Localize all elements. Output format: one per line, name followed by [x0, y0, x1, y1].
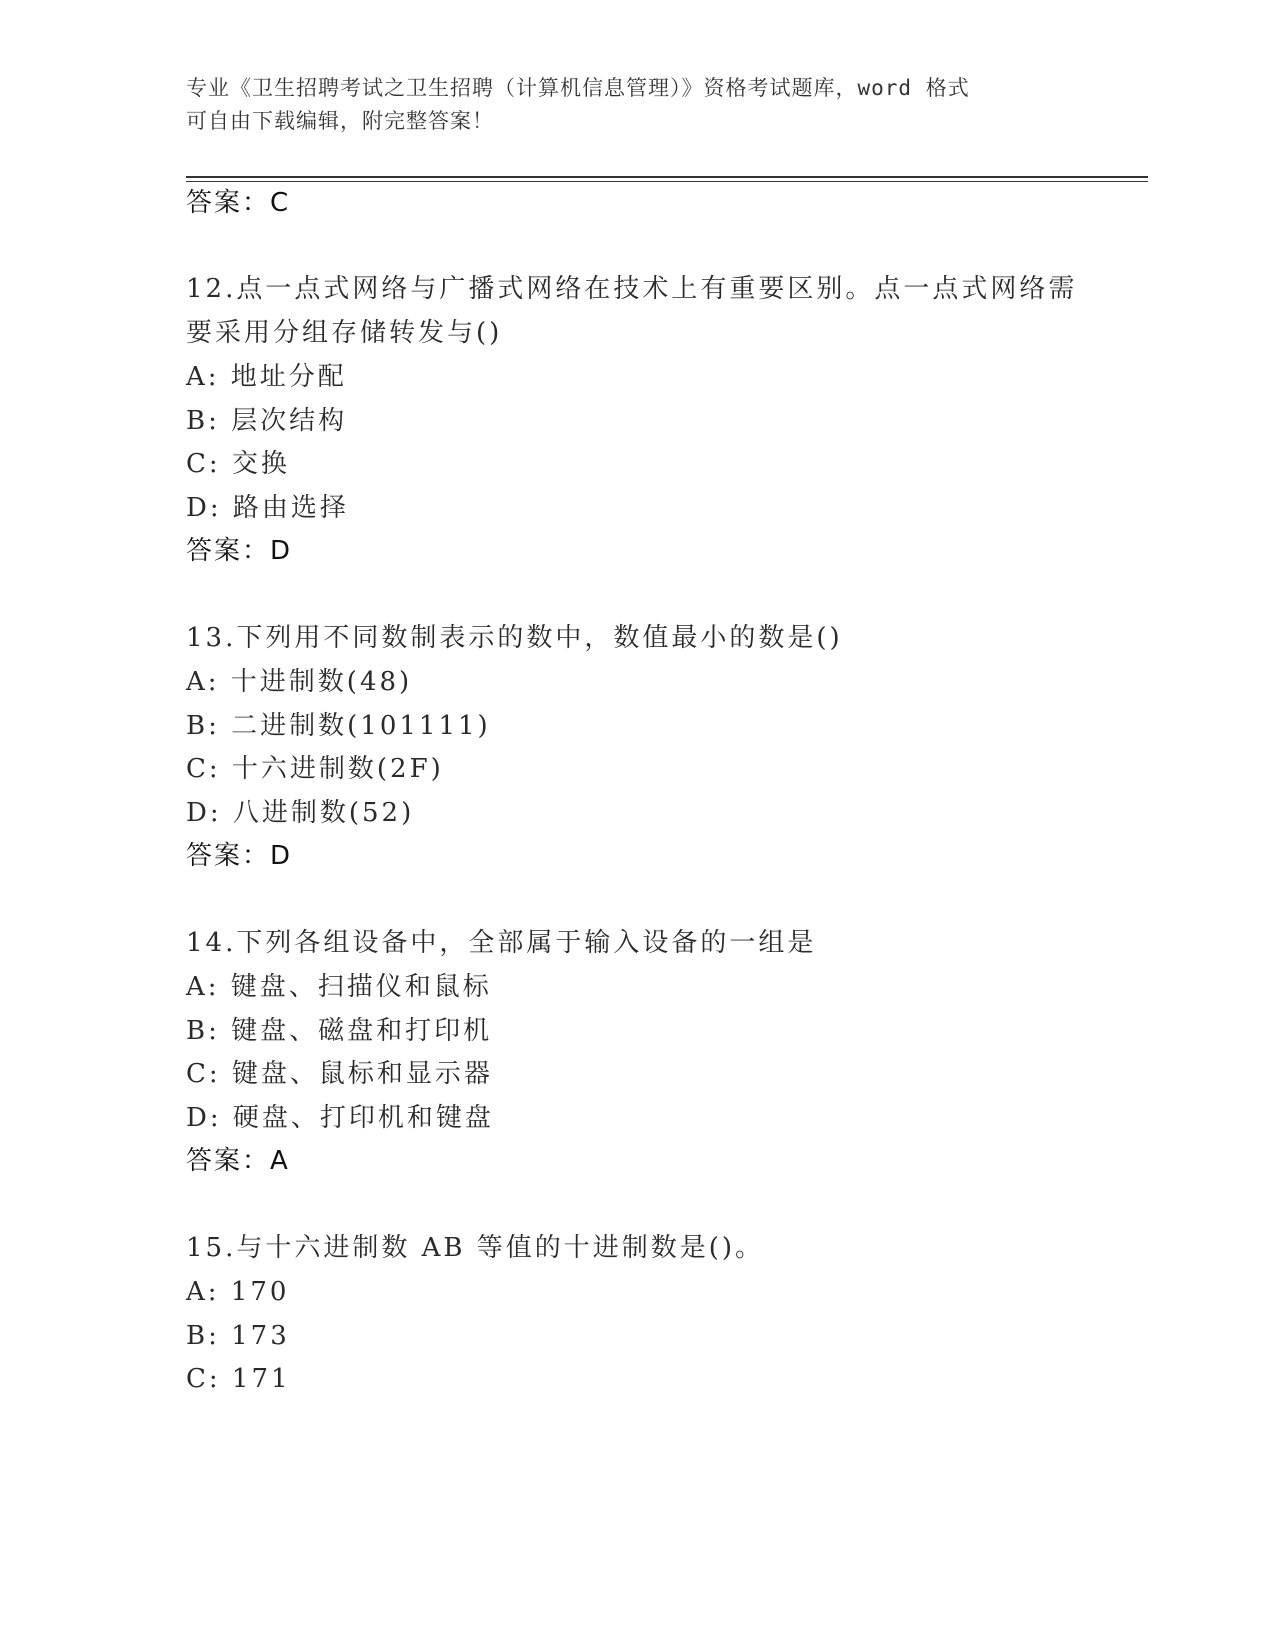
question-13-option-a: A: 十进制数(48) — [186, 667, 413, 697]
question-13-option-d: D: 八进制数(52) — [186, 798, 415, 828]
question-15-option-a: A: 170 — [186, 1277, 290, 1307]
question-14-stem: 14.下列各组设备中，全部属于输入设备的一组是 — [186, 928, 817, 958]
header-line-2: 可自由下载编辑，附完整答案！ — [186, 109, 494, 133]
question-14-option-b: B: 键盘、磁盘和打印机 — [186, 1016, 493, 1046]
question-12-stem-line-1: 12.点一点式网络与广播式网络在技术上有重要区别。点一点式网络需 — [186, 274, 1078, 304]
question-12-answer: 答案：D — [186, 536, 293, 566]
header-rule-thick — [186, 176, 1148, 178]
question-15-option-c: C: 171 — [186, 1364, 291, 1394]
question-14-option-a: A: 键盘、扫描仪和鼠标 — [186, 972, 492, 1002]
question-15-stem: 15.与十六进制数 AB 等值的十进制数是()。 — [186, 1233, 765, 1263]
question-13-option-b: B: 二进制数(101111) — [186, 711, 491, 741]
question-14-option-c: C: 键盘、鼠标和显示器 — [186, 1059, 493, 1089]
question-12-option-c: C: 交换 — [186, 449, 290, 479]
question-13-stem: 13.下列用不同数制表示的数中，数值最小的数是() — [186, 623, 843, 653]
question-15-option-b: B: 173 — [186, 1321, 290, 1351]
question-14-answer: 答案：A — [186, 1146, 290, 1176]
question-14-option-d: D: 硬盘、打印机和键盘 — [186, 1103, 494, 1133]
question-12-stem-line-2: 要采用分组存储转发与() — [186, 318, 503, 348]
question-12-option-d: D: 路由选择 — [186, 493, 349, 523]
question-13-answer: 答案：D — [186, 841, 293, 871]
header-rule-thin — [186, 181, 1148, 182]
question-13-option-c: C: 十六进制数(2F) — [186, 754, 444, 784]
question-12-option-b: B: 层次结构 — [186, 406, 348, 436]
previous-answer: 答案：C — [186, 188, 291, 218]
header-line-1: 专业《卫生招聘考试之卫生招聘（计算机信息管理）》资格考试题库，word 格式 — [186, 76, 970, 100]
question-12-option-a: A: 地址分配 — [186, 362, 347, 392]
header-note — [186, 72, 1086, 138]
